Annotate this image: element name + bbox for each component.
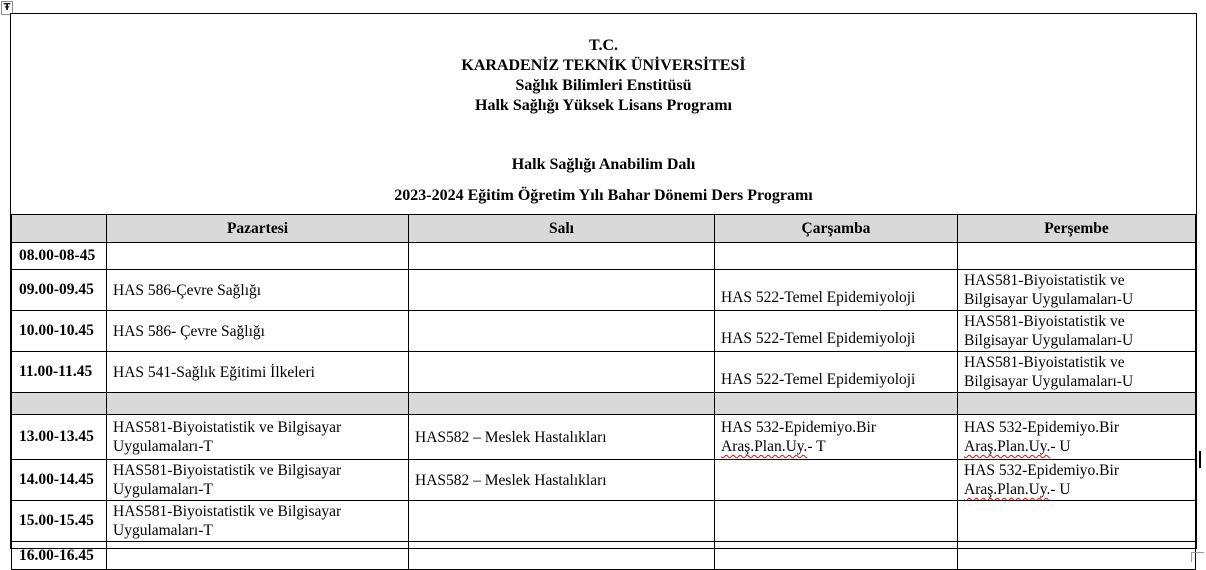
- page-margin-mark: [1191, 552, 1204, 562]
- course-cell-thursday[interactable]: [958, 501, 1196, 542]
- course-cell-wednesday[interactable]: HAS 522-Temel Epidemiyoloji: [715, 311, 958, 352]
- course-cell-tuesday[interactable]: [409, 352, 715, 393]
- time-cell[interactable]: 08.00-08-45: [12, 243, 107, 270]
- schedule-header: [12, 215, 1196, 243]
- course-cell-thursday[interactable]: HAS581-Biyoistatistik ve Bilgisayar Uygulamaları-U: [958, 270, 1196, 311]
- course-cell-tuesday[interactable]: [409, 311, 715, 352]
- time-cell[interactable]: 16.00-16.45: [12, 542, 107, 570]
- course-cell-thursday[interactable]: HAS 532-Epidemiyo.Bir Araş.Plan.Uy.- U: [958, 460, 1196, 501]
- document-title-block: [11, 14, 1196, 214]
- course-cell-tuesday[interactable]: HAS582 – Meslek Hastalıkları: [409, 415, 715, 460]
- course-cell-tuesday[interactable]: [409, 270, 715, 311]
- title-institute: Sağlık Bilimleri Enstitüsü: [515, 77, 692, 94]
- course-cell-wednesday[interactable]: [715, 393, 958, 415]
- course-cell-tuesday[interactable]: [409, 501, 715, 542]
- time-cell[interactable]: 13.00-13.45: [12, 415, 107, 460]
- schedule-body: [12, 243, 1196, 570]
- course-cell-monday[interactable]: HAS581-Biyoistatistik ve Bilgisayar Uygulamaları-T: [107, 460, 409, 501]
- schedule-row: [12, 270, 1196, 311]
- course-cell-thursday[interactable]: [958, 243, 1196, 270]
- title-university: KARADENİZ TEKNİK ÜNİVERSİTESİ: [461, 57, 746, 74]
- course-cell-thursday[interactable]: [958, 542, 1196, 570]
- day-header-pazartesi[interactable]: Pazartesi: [107, 215, 409, 243]
- course-cell-monday[interactable]: [107, 542, 409, 570]
- course-cell-monday[interactable]: HAS581-Biyoistatistik ve Bilgisayar Uygulamaları-T: [107, 415, 409, 460]
- day-header-carsamba[interactable]: Çarşamba: [715, 215, 958, 243]
- course-cell-wednesday[interactable]: HAS 522-Temel Epidemiyoloji: [715, 270, 958, 311]
- course-cell-wednesday[interactable]: HAS 532-Epidemiyo.Bir Araş.Plan.Uy.- T: [715, 415, 958, 460]
- course-cell-wednesday[interactable]: [715, 243, 958, 270]
- title-program: Halk Sağlığı Yüksek Lisans Programı: [475, 97, 732, 114]
- title-semester: 2023-2024 Eğitim Öğretim Yılı Bahar Dönemi Ders Programı: [394, 187, 813, 204]
- course-cell-wednesday[interactable]: HAS 522-Temel Epidemiyoloji: [715, 352, 958, 393]
- spellcheck-underlined-text: Araş.Plan.Uy.: [721, 438, 808, 455]
- header-row: [12, 215, 1196, 243]
- course-cell-wednesday[interactable]: [715, 501, 958, 542]
- schedule-row: [12, 501, 1196, 542]
- course-cell-wednesday[interactable]: [715, 460, 958, 501]
- text-cursor: [1199, 451, 1201, 468]
- title-tc: T.C.: [588, 37, 619, 54]
- course-cell-thursday[interactable]: HAS581-Biyoistatistik ve Bilgisayar Uygulamaları-U: [958, 311, 1196, 352]
- time-cell[interactable]: 09.00-09.45: [12, 270, 107, 311]
- time-cell[interactable]: 15.00-15.45: [12, 501, 107, 542]
- day-header-persembe[interactable]: Perşembe: [958, 215, 1196, 243]
- schedule-row: [12, 243, 1196, 270]
- spellcheck-underlined-text: Araş.Plan.Uy.: [964, 438, 1051, 455]
- course-cell-thursday[interactable]: HAS 532-Epidemiyo.Bir Araş.Plan.Uy.- U: [958, 415, 1196, 460]
- course-cell-monday[interactable]: [107, 393, 409, 415]
- course-cell-tuesday[interactable]: [409, 243, 715, 270]
- schedule-table: [11, 214, 1196, 570]
- course-cell-monday[interactable]: HAS581-Biyoistatistik ve Bilgisayar Uygulamaları-T: [107, 501, 409, 542]
- page-frame: [10, 13, 1197, 564]
- course-cell-tuesday[interactable]: [409, 542, 715, 570]
- schedule-row: [12, 460, 1196, 501]
- time-cell[interactable]: 14.00-14.45: [12, 460, 107, 501]
- course-cell-monday[interactable]: HAS 586- Çevre Sağlığı: [107, 311, 409, 352]
- course-cell-tuesday[interactable]: [409, 393, 715, 415]
- time-cell[interactable]: 10.00-10.45: [12, 311, 107, 352]
- course-cell-thursday[interactable]: [958, 393, 1196, 415]
- schedule-row: [12, 352, 1196, 393]
- course-cell-monday[interactable]: HAS 541-Sağlık Eğitimi İlkeleri: [107, 352, 409, 393]
- course-cell-tuesday[interactable]: HAS582 – Meslek Hastalıkları: [409, 460, 715, 501]
- course-cell-monday[interactable]: HAS 586-Çevre Sağlığı: [107, 270, 409, 311]
- day-header-sali[interactable]: Salı: [409, 215, 715, 243]
- title-department: Halk Sağlığı Anabilim Dalı: [511, 156, 696, 173]
- course-cell-monday[interactable]: [107, 243, 409, 270]
- schedule-row: [12, 542, 1196, 570]
- schedule-row: [12, 415, 1196, 460]
- course-cell-wednesday[interactable]: [715, 542, 958, 570]
- schedule-row: [12, 311, 1196, 352]
- time-cell[interactable]: 11.00-11.45: [12, 352, 107, 393]
- lunch-break-row: [12, 393, 1196, 415]
- time-cell[interactable]: [12, 393, 107, 415]
- spellcheck-underlined-text: Araş.Plan.Uy.: [964, 481, 1051, 498]
- time-column-header[interactable]: [12, 215, 107, 243]
- course-cell-thursday[interactable]: HAS581-Biyoistatistik ve Bilgisayar Uygulamaları-U: [958, 352, 1196, 393]
- table-handle-icon[interactable]: Ŧ: [1, 1, 13, 15]
